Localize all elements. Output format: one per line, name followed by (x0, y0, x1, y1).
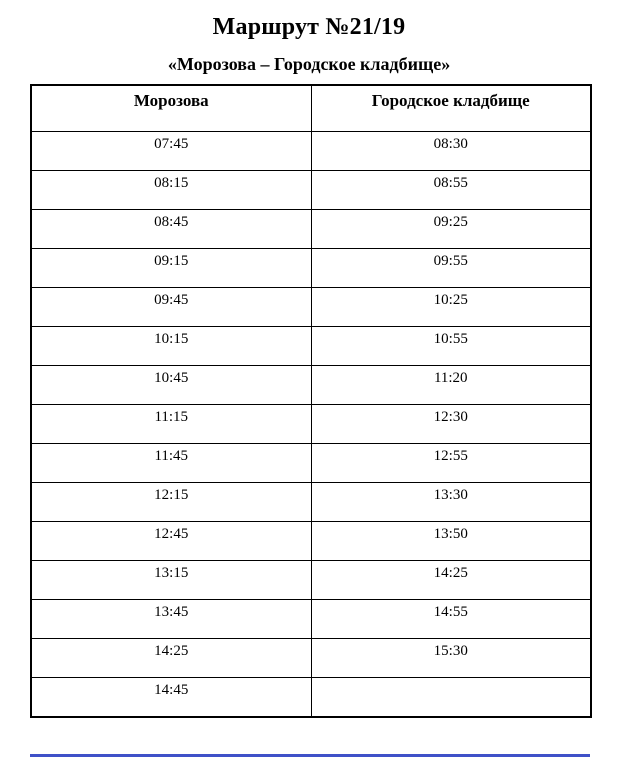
time-cell: 10:45 (31, 366, 311, 405)
column-header-morozova: Морозова (31, 85, 311, 132)
time-cell: 12:55 (311, 444, 591, 483)
table-row (31, 522, 591, 561)
time-cell: 14:55 (311, 600, 591, 639)
time-cell: 14:25 (311, 561, 591, 600)
time-cell: 09:45 (31, 288, 311, 327)
table-row (31, 678, 591, 718)
table-row (31, 600, 591, 639)
time-cell: 13:50 (311, 522, 591, 561)
time-cell: 13:15 (31, 561, 311, 600)
table-row (31, 288, 591, 327)
page-subtitle: «Морозова – Городское кладбище» (167, 54, 451, 74)
table-row (31, 483, 591, 522)
time-cell: 15:30 (311, 639, 591, 678)
time-cell: 14:45 (31, 678, 311, 718)
time-cell: 07:45 (31, 132, 311, 171)
time-cell: 12:15 (31, 483, 311, 522)
table-row (31, 327, 591, 366)
time-cell: 08:15 (31, 171, 311, 210)
schedule-table-body (31, 132, 591, 718)
table-row (31, 639, 591, 678)
time-cell: 09:15 (31, 249, 311, 288)
time-cell: 10:55 (311, 327, 591, 366)
table-row (31, 210, 591, 249)
time-cell: 10:15 (31, 327, 311, 366)
table-row (31, 444, 591, 483)
table-row (31, 132, 591, 171)
time-cell: 14:25 (31, 639, 311, 678)
time-cell: 09:55 (311, 249, 591, 288)
time-cell: 08:30 (311, 132, 591, 171)
time-cell: 12:30 (311, 405, 591, 444)
time-cell: 11:20 (311, 366, 591, 405)
schedule-table (30, 84, 592, 718)
table-row (31, 561, 591, 600)
page-title: Маршрут №21/19 (212, 14, 406, 40)
table-row (31, 366, 591, 405)
table-row (31, 405, 591, 444)
bottom-divider (30, 754, 590, 757)
column-header-gorodskoe-kladbishche: Городское кладбище (311, 85, 591, 132)
table-row (31, 249, 591, 288)
time-cell (311, 678, 591, 718)
time-cell: 13:45 (31, 600, 311, 639)
time-cell: 13:30 (311, 483, 591, 522)
time-cell: 11:15 (31, 405, 311, 444)
time-cell: 08:45 (31, 210, 311, 249)
table-row (31, 171, 591, 210)
time-cell: 08:55 (311, 171, 591, 210)
time-cell: 12:45 (31, 522, 311, 561)
header-row (31, 85, 591, 132)
time-cell: 09:25 (311, 210, 591, 249)
time-cell: 10:25 (311, 288, 591, 327)
time-cell: 11:45 (31, 444, 311, 483)
